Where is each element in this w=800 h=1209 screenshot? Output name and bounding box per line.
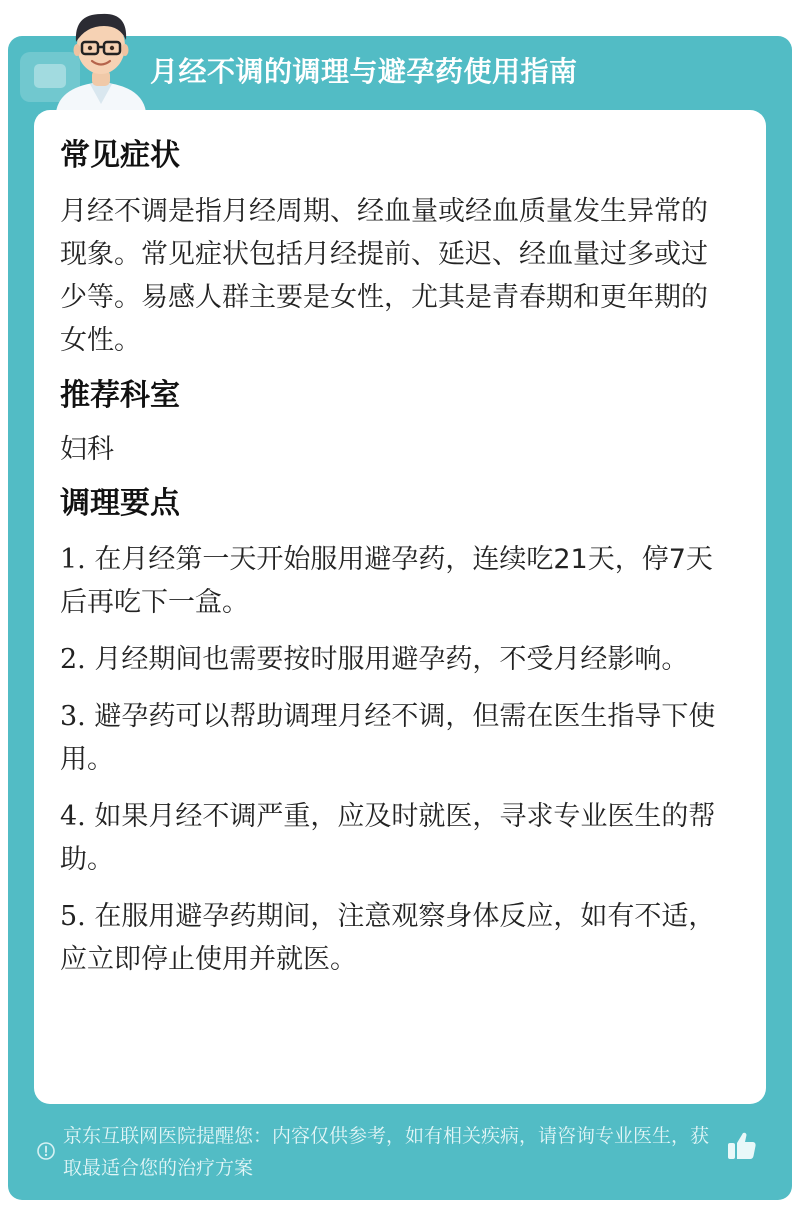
list-item [60, 538, 730, 624]
content-body [60, 136, 730, 995]
list-item-number: 3. [60, 701, 86, 732]
list-item-text: 月经期间也需要按时服用避孕药，不受月经影响。 [94, 644, 689, 675]
list-item [60, 695, 730, 781]
footer-notice: 京东互联网医院提醒您：内容仅供参考，如有相关疾病，请咨询专业医生，获取最适合您的治疗方案 [63, 1125, 710, 1179]
list-item-text: 在服用避孕药期间，注意观察身体反应，如有不适，应立即停止使用并就医。 [60, 901, 716, 975]
thumbs-up-icon[interactable] [724, 1128, 760, 1164]
list-item-text: 如果月经不调严重，应及时就医，寻求专业医生的帮助。 [60, 801, 716, 875]
doctor-avatar [46, 4, 156, 112]
section-heading-care: 调理要点 [60, 486, 180, 521]
list-item-number: 1. [60, 544, 86, 575]
list-item-text: 避孕药可以帮助调理月经不调，但需在医生指导下使用。 [60, 701, 716, 775]
department-text: 妇科 [60, 434, 114, 465]
list-item-number: 5. [60, 901, 86, 932]
list-item [60, 795, 730, 881]
page-title: 月经不调的调理与避孕药使用指南 [150, 55, 578, 88]
info-icon [36, 1141, 56, 1161]
content-card [34, 110, 766, 1104]
list-item-text: 在月经第一天开始服用避孕药，连续吃21天，停7天后再吃下一盒。 [60, 544, 713, 618]
section-heading-department: 推荐科室 [60, 378, 180, 413]
list-item-number: 2. [60, 644, 86, 675]
section-heading-symptoms: 常见症状 [60, 138, 180, 173]
list-item [60, 638, 730, 681]
symptoms-text: 月经不调是指月经周期、经血量或经血质量发生异常的现象。常见症状包括月经提前、延迟、经血量过多或过少等。易感人群主要是女性，尤其是青春期和更年期的女性。 [60, 196, 708, 356]
list-item [60, 895, 730, 981]
list-item-number: 4. [60, 801, 86, 832]
